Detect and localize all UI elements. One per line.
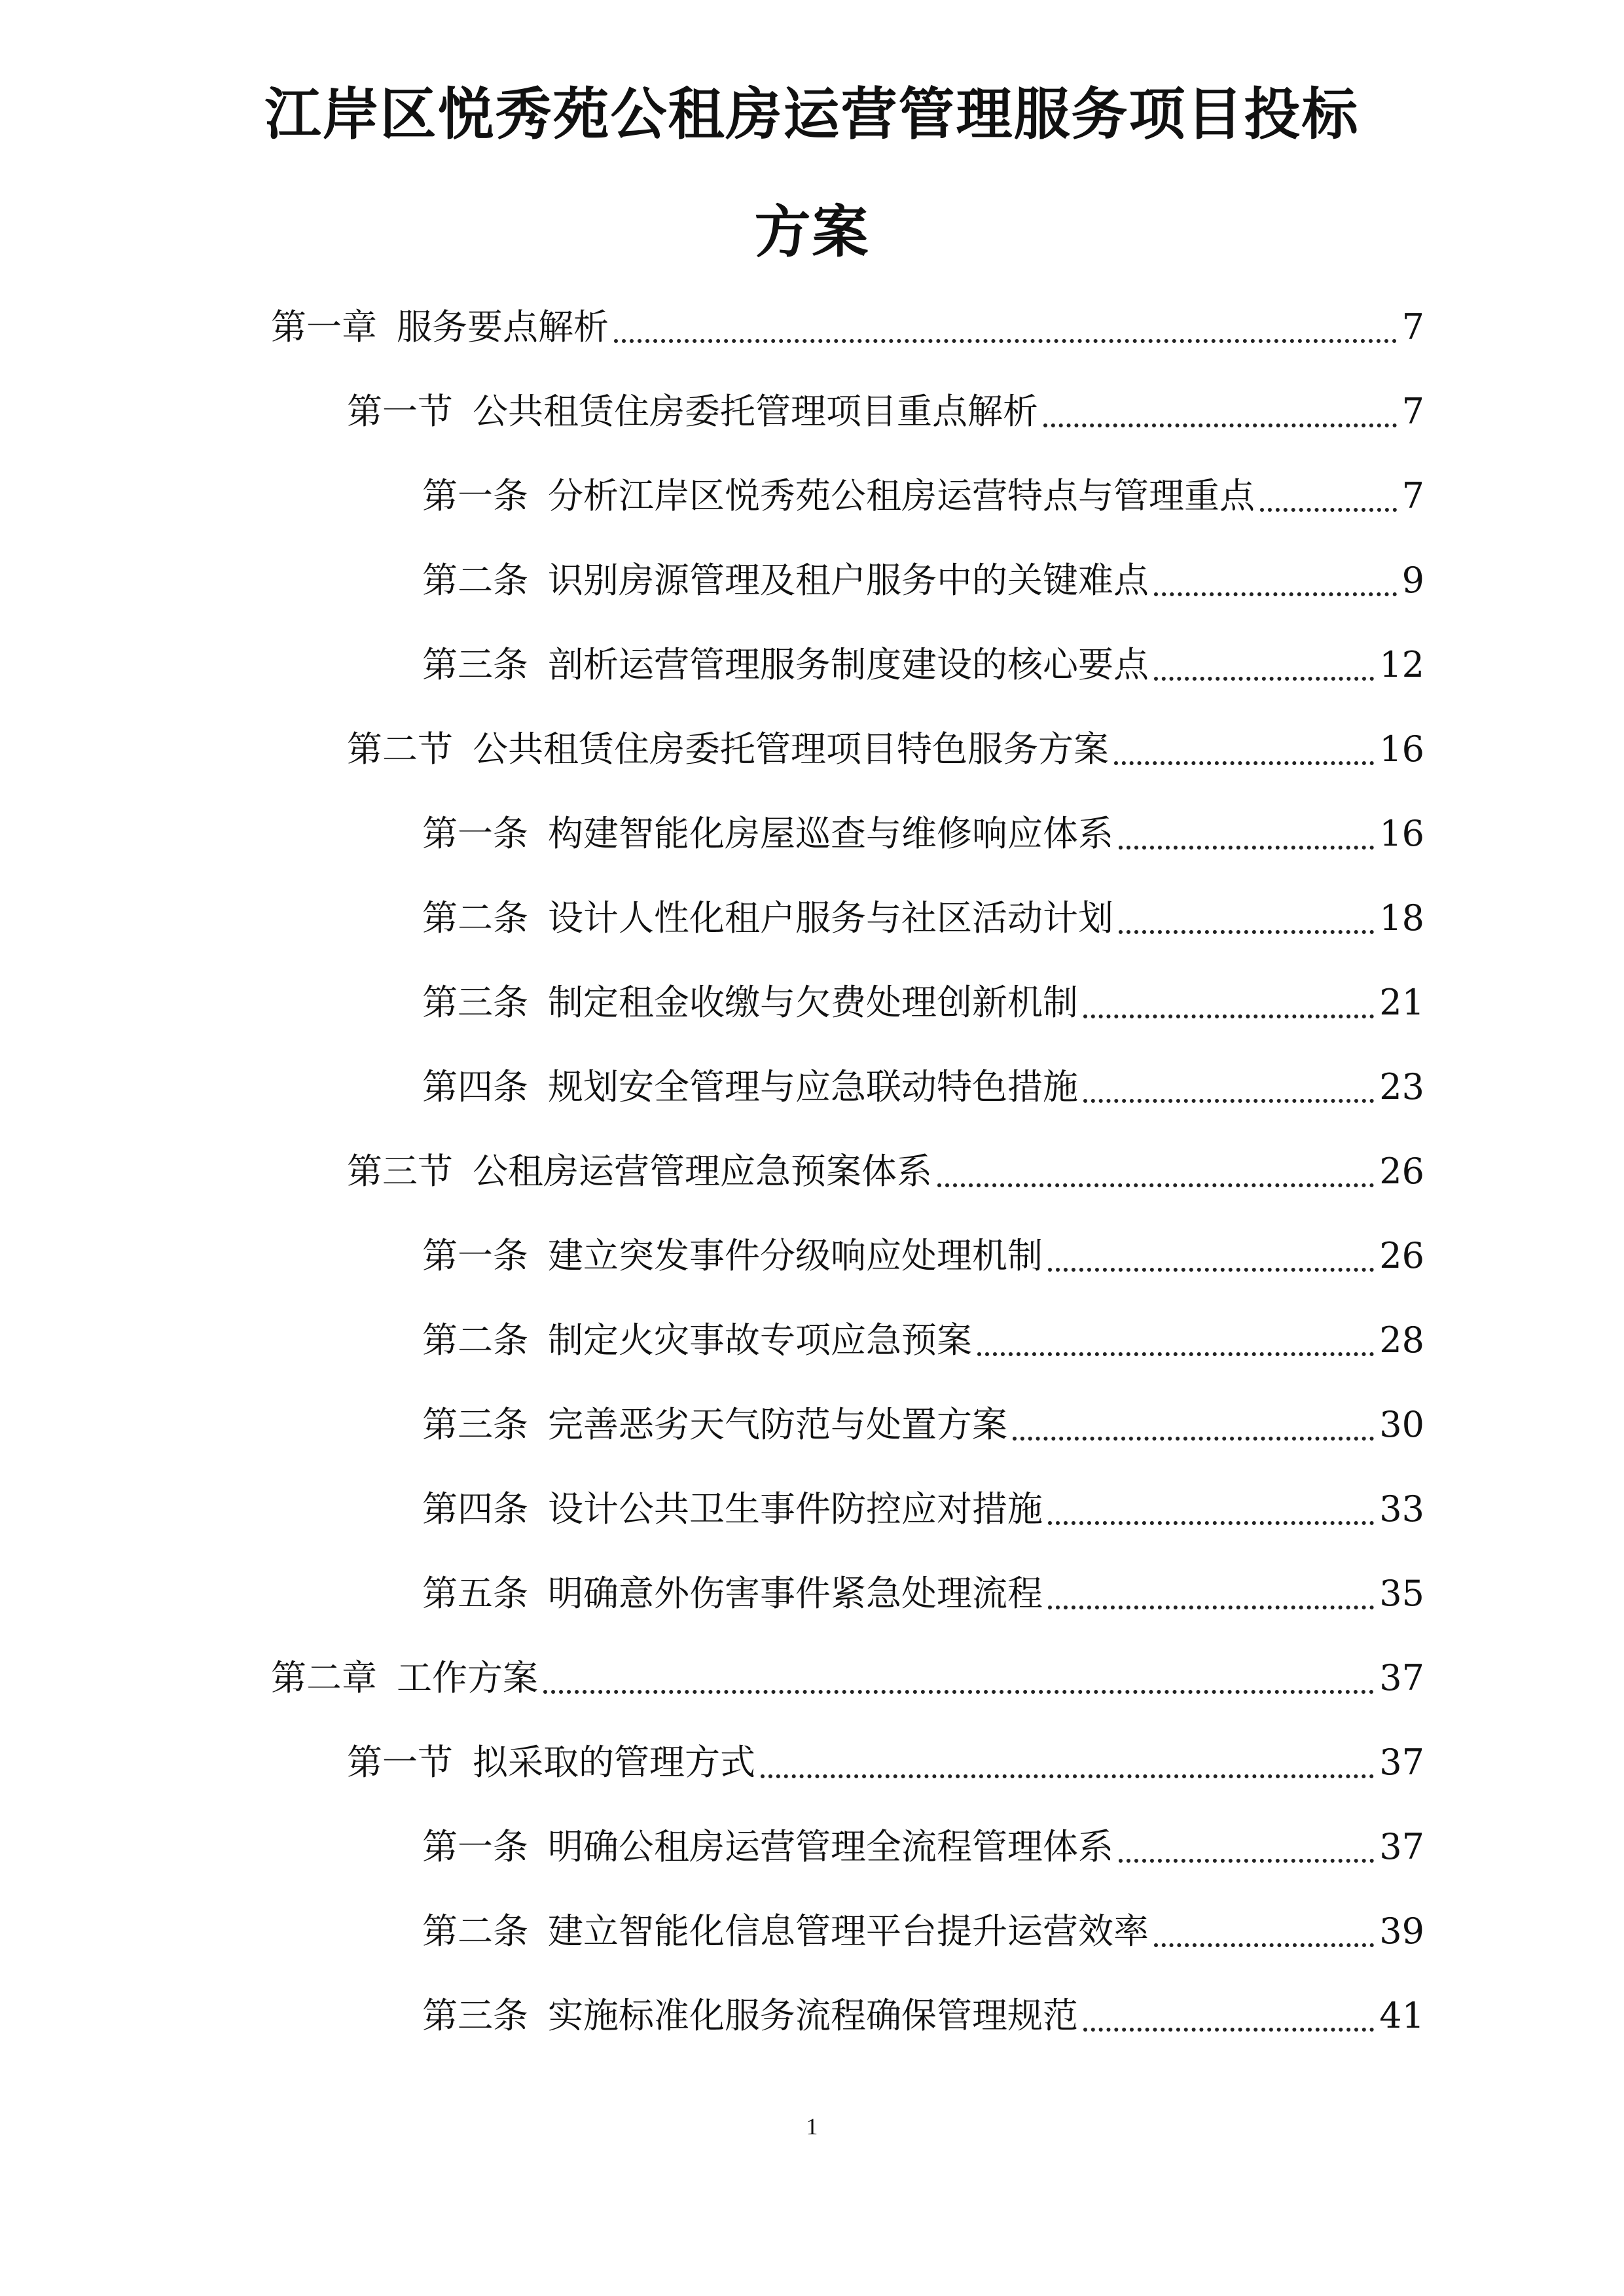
- toc-entry-title: 剖析运营管理服务制度建设的核心要点: [548, 644, 1149, 685]
- toc-entry[interactable]: [422, 1230, 1424, 1282]
- toc-entry-page-number: 7: [1401, 391, 1424, 432]
- toc-entry[interactable]: [422, 1905, 1424, 1958]
- toc-entry-label: 第二章: [271, 1657, 377, 1698]
- toc-entry-label: 第三条: [422, 982, 528, 1023]
- toc-entry-page-number: 39: [1379, 1910, 1424, 1952]
- toc-entry-label: 第三节: [347, 1151, 453, 1192]
- toc-dot-leader: [1048, 1268, 1374, 1272]
- toc-entry-title: 明确意外伤害事件紧急处理流程: [548, 1573, 1043, 1614]
- toc-entry-title: 制定租金收缴与欠费处理创新机制: [548, 982, 1078, 1023]
- toc-dot-leader: [1114, 761, 1374, 765]
- toc-dot-leader: [1013, 1437, 1374, 1441]
- toc-entry[interactable]: [422, 1568, 1424, 1620]
- toc-dot-leader: [543, 1690, 1374, 1694]
- page-number: 1: [806, 2113, 818, 2140]
- toc-entry-title: 明确公租房运营管理全流程管理体系: [548, 1826, 1113, 1867]
- toc-entry-label: 第四条: [422, 1488, 528, 1530]
- toc-dot-leader: [1154, 592, 1397, 596]
- toc-dot-leader: [1119, 846, 1374, 850]
- toc-dot-leader: [977, 1352, 1374, 1356]
- toc-entry-title: 公共租赁住房委托管理项目特色服务方案: [473, 728, 1109, 770]
- toc-entry[interactable]: [422, 470, 1424, 522]
- toc-dot-leader: [1119, 1859, 1374, 1863]
- toc-entry[interactable]: [422, 808, 1424, 860]
- toc-entry-label: 第二节: [347, 728, 453, 770]
- toc-entry[interactable]: [422, 639, 1424, 691]
- toc-entry-label: 第一章: [271, 306, 377, 348]
- toc-entry-title: 分析江岸区悦秀苑公租房运营特点与管理重点: [548, 475, 1255, 516]
- toc-entry[interactable]: [422, 1399, 1424, 1451]
- toc-entry-label: 第二条: [422, 1319, 528, 1361]
- toc-entry-title: 设计人性化租户服务与社区活动计划: [548, 897, 1113, 939]
- toc-entry-page-number: 16: [1379, 728, 1424, 770]
- toc-entry-page-number: 21: [1379, 982, 1424, 1023]
- toc-entry-page-number: 16: [1379, 813, 1424, 854]
- toc-entry[interactable]: [347, 1736, 1424, 1789]
- toc-entry[interactable]: [271, 1652, 1424, 1704]
- toc-dot-leader: [937, 1183, 1374, 1187]
- toc-entry[interactable]: [422, 1821, 1424, 1873]
- toc-entry-page-number: 37: [1379, 1742, 1424, 1783]
- toc-dot-leader: [1083, 1099, 1374, 1103]
- toc-entry-label: 第三条: [422, 1404, 528, 1445]
- toc-dot-leader: [1083, 2028, 1374, 2032]
- toc-entry-label: 第五条: [422, 1573, 528, 1614]
- toc-entry[interactable]: [422, 1061, 1424, 1113]
- toc-entry-label: 第一条: [422, 1235, 528, 1276]
- toc-entry-page-number: 26: [1379, 1235, 1424, 1276]
- toc-entry-label: 第一节: [347, 391, 453, 432]
- toc-entry[interactable]: [422, 1314, 1424, 1367]
- toc-entry-page-number: 37: [1379, 1657, 1424, 1698]
- toc-entry-label: 第一条: [422, 1826, 528, 1867]
- toc-entry-title: 识别房源管理及租户服务中的关键难点: [548, 560, 1149, 601]
- toc-entry-label: 第一条: [422, 813, 528, 854]
- toc-entry-page-number: 12: [1379, 644, 1424, 685]
- toc-entry-page-number: 7: [1401, 306, 1424, 348]
- toc-entry-label: 第三条: [422, 644, 528, 685]
- toc-entry-title: 规划安全管理与应急联动特色措施: [548, 1066, 1078, 1107]
- toc-dot-leader: [1083, 1014, 1374, 1018]
- toc-dot-leader: [1154, 677, 1374, 681]
- toc-entry-title: 公共租赁住房委托管理项目重点解析: [473, 391, 1038, 432]
- toc-entry-label: 第一节: [347, 1742, 453, 1783]
- toc-entry-title: 设计公共卫生事件防控应对措施: [548, 1488, 1043, 1530]
- toc-entry-title: 实施标准化服务流程确保管理规范: [548, 1995, 1078, 2036]
- toc-entry-page-number: 26: [1379, 1151, 1424, 1192]
- toc-entry-page-number: 30: [1379, 1404, 1424, 1445]
- toc-entry-label: 第二条: [422, 897, 528, 939]
- toc-entry[interactable]: [422, 977, 1424, 1029]
- toc-entry-title: 建立突发事件分级响应处理机制: [548, 1235, 1043, 1276]
- toc-dot-leader: [761, 1774, 1374, 1778]
- toc-dot-leader: [614, 339, 1397, 343]
- toc-entry-title: 服务要点解析: [397, 306, 609, 348]
- toc-entry-title: 构建智能化房屋巡查与维修响应体系: [548, 813, 1113, 854]
- toc-entry-page-number: 35: [1379, 1573, 1424, 1614]
- toc-dot-leader: [1048, 1605, 1374, 1609]
- document-title-line-2: 方案: [754, 200, 870, 265]
- toc-entry[interactable]: [422, 1990, 1424, 2042]
- toc-entry[interactable]: [347, 1145, 1424, 1198]
- toc-entry-page-number: 28: [1379, 1319, 1424, 1361]
- toc-entry-page-number: 18: [1379, 897, 1424, 939]
- toc-entry-page-number: 41: [1379, 1995, 1424, 2036]
- toc-dot-leader: [1260, 508, 1397, 512]
- toc-entry-title: 公租房运营管理应急预案体系: [473, 1151, 932, 1192]
- toc-entry-title: 拟采取的管理方式: [473, 1742, 755, 1783]
- toc-entry-page-number: 9: [1401, 560, 1424, 601]
- toc-entry[interactable]: [422, 892, 1424, 944]
- document-title-line-1: 江岸区悦秀苑公租房运营管理服务项目投标: [264, 82, 1360, 147]
- toc-entry[interactable]: [422, 1483, 1424, 1535]
- toc-entry-page-number: 7: [1401, 475, 1424, 516]
- toc-entry[interactable]: [347, 386, 1424, 438]
- toc-entry-page-number: 33: [1379, 1488, 1424, 1530]
- toc-entry-title: 工作方案: [397, 1657, 538, 1698]
- toc-entry-page-number: 37: [1379, 1826, 1424, 1867]
- toc-entry-label: 第二条: [422, 1910, 528, 1952]
- toc-entry-title: 完善恶劣天气防范与处置方案: [548, 1404, 1007, 1445]
- toc-entry-label: 第二条: [422, 560, 528, 601]
- toc-dot-leader: [1119, 930, 1374, 934]
- toc-dot-leader: [1154, 1943, 1374, 1947]
- toc-entry-page-number: 23: [1379, 1066, 1424, 1107]
- toc-entry-title: 建立智能化信息管理平台提升运营效率: [548, 1910, 1149, 1952]
- toc-dot-leader: [1048, 1521, 1374, 1525]
- toc-dot-leader: [1043, 423, 1397, 427]
- toc-entry-title: 制定火灾事故专项应急预案: [548, 1319, 972, 1361]
- toc-entry-label: 第三条: [422, 1995, 528, 2036]
- toc-entry[interactable]: [347, 723, 1424, 776]
- toc-entry-label: 第四条: [422, 1066, 528, 1107]
- toc-entry[interactable]: [271, 301, 1424, 353]
- toc-entry[interactable]: [422, 554, 1424, 607]
- toc-entry-label: 第一条: [422, 475, 528, 516]
